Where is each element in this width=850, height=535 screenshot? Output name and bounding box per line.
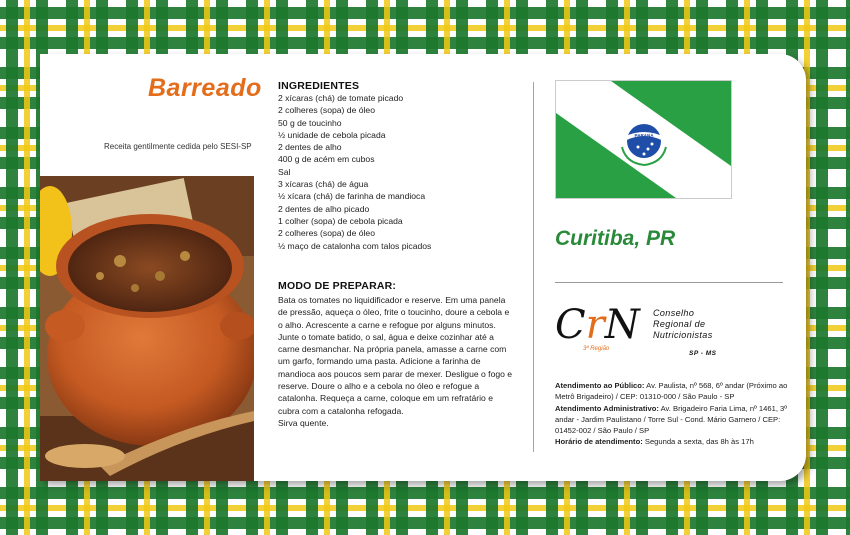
ingredient-item: 2 xícaras (chá) de tomate picado (278, 93, 404, 103)
ingredient-item: 3 xícaras (chá) de água (278, 179, 369, 190)
logo-states: SP - MS (689, 350, 717, 357)
method-heading: MODO DE PREPARAR: (278, 280, 397, 292)
ingredient-item: 50 g de toucinho (278, 117, 342, 128)
ingredient-item: ½ maço de catalonha com talos picados (278, 240, 432, 251)
ingredient-item: 2 colheres (sopa) de óleo (278, 228, 375, 239)
recipe-credit: Receita gentilmente cedida pelo SESI-SP (104, 142, 252, 151)
logo-letter-r: r (585, 302, 605, 348)
contact-hours-text: Segunda a sexta, das 8h às 17h (642, 437, 754, 447)
dish-photo (40, 176, 254, 481)
logo-name (653, 308, 713, 342)
ingredient-item: Sal (278, 166, 291, 177)
recipe-title: Barreado (148, 74, 262, 102)
contact-info (555, 380, 795, 448)
recipe-card (40, 54, 806, 481)
logo-line: Conselho (653, 308, 695, 318)
dish-illustration (40, 176, 254, 481)
ingredient-item: ½ xícara (chá) de farinha de mandioca (278, 191, 426, 202)
flag-motto: PARANÁ (634, 133, 654, 138)
contact-admin-label: Atendimento Administrativo: (555, 403, 659, 413)
section-divider (555, 282, 783, 283)
column-divider (533, 82, 534, 452)
contact-admin-text: Av. Brigadeiro Faria Lima, nº 1461, 3º andar - Jardim Paulistano / Torre Sul - Cond. Mário Garnero / CEP: 01452-002 / São Paulo / SP (555, 403, 788, 436)
ingredient-item: ½ unidade de cebola picada (278, 129, 386, 140)
contact-hours-label: Horário de atendimento: (555, 437, 643, 447)
logo-region: 3ª Região (583, 346, 610, 352)
logo-line: Nutricionistas (653, 330, 713, 341)
method-text: Bata os tomates no liquidificador e reserve. Em uma panela de pressão, aqueça o óleo, frite o toucinho, doure a cebola e o alho. Acrescente a carne e refogue por alguns minutos. Junte o tomate batido, o sal, água e deixe cozinhar até a carne desmanchar. Na própria panela, amasse a carne com um garfo, formando uma pasta. Adicione a farinha de mandioca aos poucos sem parar de mexer. Desligue o fogo e reserve. Doure o alho e a cebola no óleo e refogue a catalonha. Requeça a carne, coloque em um refratário e cubra com a catalonha refogada. Sirva quente. (278, 295, 513, 428)
crn-logo-letters (555, 302, 640, 348)
crn-logo (555, 304, 755, 362)
parana-flag (555, 80, 732, 199)
contact-admin (555, 403, 795, 437)
contact-public (555, 380, 795, 403)
ingredient-item: 400 g de acém em cubos (278, 154, 375, 165)
ingredient-item: 2 dentes de alho (278, 142, 342, 153)
ingredient-item: 2 colheres (sopa) de óleo (278, 105, 375, 116)
logo-line: Regional de (653, 319, 706, 330)
contact-hours (555, 436, 795, 447)
contact-public-text: Av. Paulista, nº 568, 6º andar (Próximo ao Metrô Brigadeiro) / CEP: 01310-000 / São Paulo - SP (555, 381, 788, 402)
logo-letter-n: N (604, 302, 640, 348)
ingredients-list (278, 92, 518, 252)
ingredients-heading: INGREDIENTES (278, 80, 360, 92)
city-name: Curitiba, PR (555, 227, 676, 250)
ingredient-item: 1 colher (sopa) de cebola picada (278, 215, 403, 226)
contact-public-label: Atendimento ao Público: (555, 381, 645, 390)
logo-letter-c: C (555, 302, 586, 348)
flag-graphic (556, 81, 731, 198)
ingredient-item: 2 dentes de alho picado (278, 203, 370, 214)
ingredients-section (278, 80, 518, 252)
